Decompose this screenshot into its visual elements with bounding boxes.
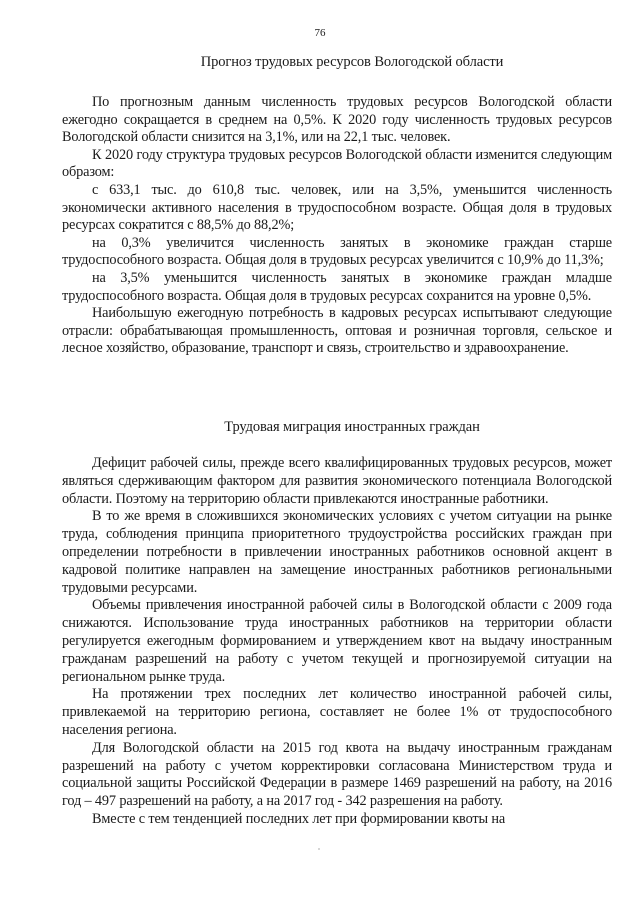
section-body-labor-forecast: [62, 94, 612, 358]
section-title-labor-forecast: Прогноз трудовых ресурсов Вологодской области: [200, 54, 504, 70]
paragraph: Объемы привлечения иностранной рабочей силы в Вологодской области с 2009 года снижаются. Использование труда иностранных работников на территории области регулируется ежегодным формированием и утверждением квот на выдачу иностранным гражданам разрешений на работу с учетом текущей и прогнозируемой ситуации на региональном рынке труда.: [62, 597, 612, 685]
paragraph: На протяжении трех последних лет количество иностранной рабочей силы, привлекаемой на территорию региона, составляет не более 1% от трудоспособного населения региона.: [62, 686, 612, 738]
paragraph: Вместе с тем тенденцией последних лет при формировании квоты на: [92, 810, 506, 827]
paragraph: на 3,5% уменьшится численность занятых в экономике граждан младше трудоспособного возраста. Общая доля в трудовых ресурсах сохранится на уровне 0,5%.: [62, 269, 612, 304]
section-body-labor-migration: [62, 455, 612, 829]
paragraph: на 0,3% увеличится численность занятых в экономике граждан старше трудоспособного возраста. Общая доля в трудовых ресурсах увеличится с 10,9% до 11,3%;: [62, 234, 612, 269]
paragraph: Для Вологодской области на 2015 год квота на выдачу иностранным гражданам разрешений на работу с учетом корректировки согласована Министерством труда и социальной защиты Российской Федерации в размере 1469 разрешений на работу, на 2016 год – 497 разрешений на работу, а на 2017 год - 342 разрешения на работу.: [62, 739, 612, 810]
paragraph: К 2020 году структура трудовых ресурсов Вологодской области изменится следующим образом:: [62, 146, 612, 181]
paragraph: По прогнозным данным численность трудовых ресурсов Вологодской области ежегодно сокращается в среднем на 0,5%. К 2020 году численность трудовых ресурсов Вологодской области снизится на 3,1%, или на 22,1 тыс. человек.: [62, 94, 612, 146]
paragraph: Дефицит рабочей силы, прежде всего квалифицированных трудовых ресурсов, может являться сдерживающим фактором для развития экономического потенциала Вологодской области. Поэтому на территорию области привлекаются иностранные работники.: [62, 455, 612, 507]
scan-mark: [318, 848, 320, 850]
paragraph: Наибольшую ежегодную потребность в кадровых ресурсах испытывают следующие отрасли: обрабатывающая промышленность, оптовая и розничная торговля, сельское и лесное хозяйство, образование, транспорт и связь, строительство и здравоохранение.: [62, 305, 612, 357]
section-title-labor-migration: Трудовая миграция иностранных граждан: [224, 419, 480, 435]
paragraph: В то же время в сложившихся экономических условиях с учетом ситуации на рынке труда, соблюдения принципа приоритетного трудоустройства российских граждан при определении потребности в привлечении иностранных работников основной акцент в кадровой политике направлен на замещение иностранных работников региональными трудовыми ресурсами.: [62, 508, 612, 596]
paragraph: с 633,1 тыс. до 610,8 тыс. человек, или на 3,5%, уменьшится численность экономически активного населения в трудоспособном возрасте. Общая доля в трудовых ресурсах сократится с 88,5% до 88,2%;: [62, 181, 612, 234]
page-number: 76: [314, 27, 326, 39]
